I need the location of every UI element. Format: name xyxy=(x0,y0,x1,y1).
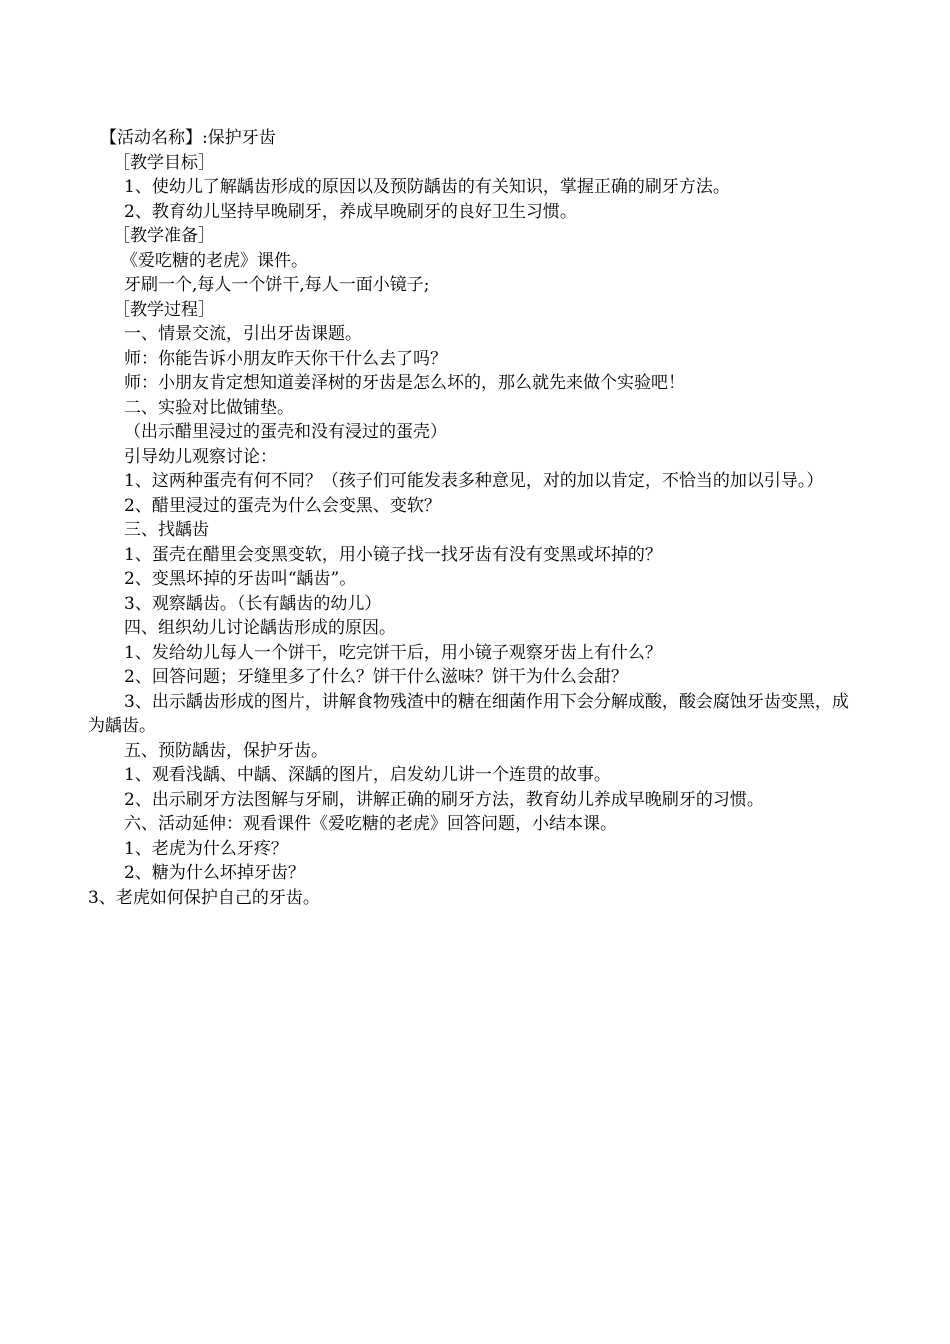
process-line-4: 二、实验对比做铺垫。 xyxy=(124,397,294,418)
process-line-5: （出示醋里浸过的蛋壳和没有浸过的蛋壳） xyxy=(124,422,447,442)
process-heading: ［教学过程］ xyxy=(113,299,215,320)
process-line-16: 3、出示龋齿形成的图片，讲解食物残渣中的糖在细菌作用下会分解成酸，酸会腐蚀牙齿变黑，成为龋齿。 xyxy=(88,691,849,736)
process-line-9: 三、找龋齿 xyxy=(124,520,209,540)
process-line-8: 2、醋里浸过的蛋壳为什么会变黑、变软？ xyxy=(124,495,441,516)
process-line-19: 2、出示刷牙方法图解与牙刷，讲解正确的刷牙方法，教育幼儿养成早晚刷牙的习惯。 xyxy=(124,789,764,810)
process-line-17: 五、预防龋齿，保护牙齿。 xyxy=(124,740,328,761)
goal-1: 1、使幼儿了解龋齿形成的原因以及预防龋齿的有关知识，掌握正确的刷牙方法。 xyxy=(124,177,730,197)
activity-title: 【活动名称】:保护牙齿 xyxy=(100,128,276,148)
process-line-22: 2、糖为什么坏掉牙齿？ xyxy=(124,863,305,883)
process-line-23: 3、老虎如何保护自己的牙齿。 xyxy=(88,887,320,908)
process-line-2: 师：你能告诉小朋友昨天你干什么去了吗？ xyxy=(124,348,447,369)
process-line-18: 1、观看浅龋、中龋、深龋的图片，启发幼儿讲一个连贯的故事。 xyxy=(124,765,611,785)
process-line-7: 1、这两种蛋壳有何不同？（孩子们可能发表多种意见，对的加以肯定，不恰当的加以引导。） xyxy=(124,471,824,491)
process-line-14: 1、发给幼儿每人一个饼干，吃完饼干后，用小镜子观察牙齿上有什么？ xyxy=(124,642,662,663)
process-line-11: 2、变黑坏掉的牙齿叫“龋齿”。 xyxy=(124,569,357,589)
process-line-15: 2、回答问题；牙缝里多了什么？饼干什么滋味？饼干为什么会甜？ xyxy=(124,667,628,687)
process-line-3: 师：小朋友肯定想知道姜泽树的牙齿是怎么坏的，那么就先来做个实验吧！ xyxy=(124,373,685,393)
process-line-10: 1、蛋壳在醋里会变黑变软，用小镜子找一找牙齿有没有变黑或坏掉的？ xyxy=(124,544,662,565)
prep-heading: ［教学准备］ xyxy=(113,226,215,246)
goal-2: 2、教育幼儿坚持早晚刷牙，养成早晚刷牙的良好卫生习惯。 xyxy=(124,201,577,222)
goals-heading: ［教学目标］ xyxy=(113,152,215,173)
process-line-1: 一、情景交流，引出牙齿课题。 xyxy=(124,324,362,344)
prep-item-2: 牙刷一个,每人一个饼干,每人一面小镜子; xyxy=(124,275,430,295)
process-line-12: 3、观察龋齿。（长有龋齿的幼儿） xyxy=(124,593,382,614)
process-line-21: 1、老虎为什么牙疼？ xyxy=(124,838,288,859)
process-line-6: 引导幼儿观察讨论： xyxy=(124,446,277,467)
prep-item-1: 《爱吃糖的老虎》课件。 xyxy=(121,250,308,271)
process-line-20: 六、活动延伸：观看课件《爱吃糖的老虎》回答问题，小结本课。 xyxy=(124,814,617,834)
document-page xyxy=(88,126,864,910)
process-line-13: 四、组织幼儿讨论龋齿形成的原因。 xyxy=(124,618,396,638)
